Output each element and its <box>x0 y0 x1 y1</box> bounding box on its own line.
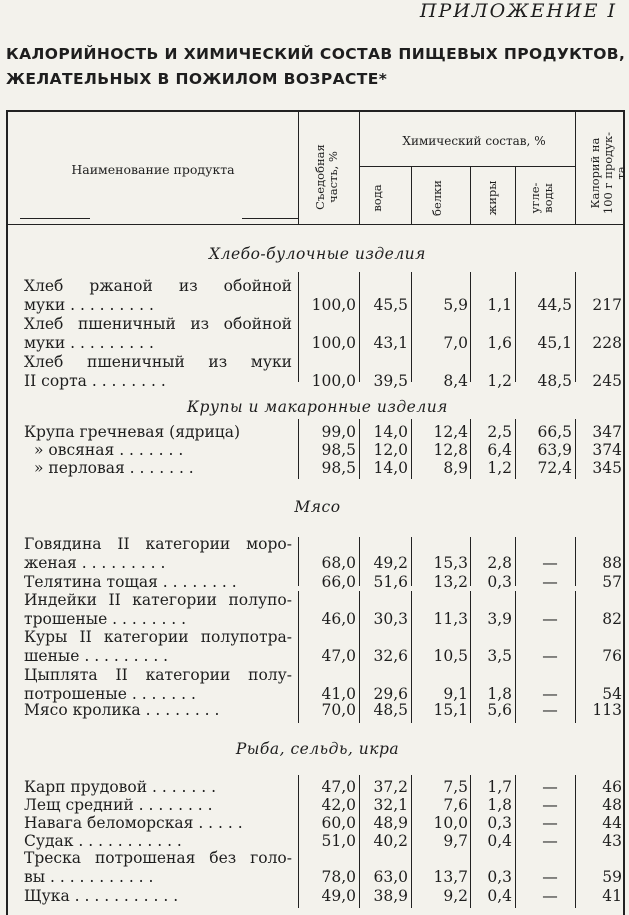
value-cell: 347 <box>592 423 622 441</box>
table-row <box>8 666 627 685</box>
value-cell: 1,8 <box>487 685 512 703</box>
product-name: Хлеб пшеничный из обойной <box>24 315 292 333</box>
table-row <box>8 887 627 906</box>
value-cell: 0,3 <box>487 868 512 886</box>
value-cell: 8,4 <box>443 372 468 390</box>
product-name: потрошеные . . . . . . . <box>24 685 196 703</box>
value-cell: 41 <box>602 887 622 905</box>
value-cell: 10,5 <box>433 647 468 665</box>
value-cell: 100,0 <box>311 296 356 314</box>
value-cell: 13,7 <box>433 868 468 886</box>
value-cell: — <box>542 647 558 665</box>
table-row <box>8 796 627 815</box>
column-header-calories-line3: та <box>614 166 628 180</box>
product-name: женая . . . . . . . . . <box>24 554 166 572</box>
column-header-water: вода <box>370 184 384 212</box>
value-cell: 38,9 <box>373 887 408 905</box>
product-name: Хлеб пшеничный из муки <box>24 353 292 371</box>
value-cell: 217 <box>592 296 622 314</box>
table-row <box>8 647 627 666</box>
table-row <box>8 441 627 460</box>
column-header-protein: белки <box>430 180 444 216</box>
value-cell: 39,5 <box>373 372 408 390</box>
column-header-edible <box>314 127 344 227</box>
value-cell: — <box>542 610 558 628</box>
value-cell: 2,5 <box>487 423 512 441</box>
value-cell: 78,0 <box>321 868 356 886</box>
value-cell: 0,4 <box>487 887 512 905</box>
value-cell: 66,0 <box>321 573 356 591</box>
value-cell: 51,6 <box>373 573 408 591</box>
value-cell: 7,0 <box>443 334 468 352</box>
value-cell: 7,6 <box>443 796 468 814</box>
product-name: муки . . . . . . . . . <box>24 296 154 314</box>
value-cell: 1,2 <box>487 372 512 390</box>
col-line-edible <box>298 112 299 225</box>
value-cell: 48,5 <box>537 372 572 390</box>
table-row <box>8 554 627 573</box>
value-cell: 0,3 <box>487 573 512 591</box>
header-rule-left <box>20 218 90 219</box>
title-line-1: КАЛОРИЙНОСТЬ И ХИМИЧЕСКИЙ СОСТАВ ПИЩЕВЫХ ПРОДУКТОВ, <box>6 45 626 63</box>
nutrition-table <box>6 110 628 915</box>
table-row <box>8 423 627 442</box>
value-cell: 12,4 <box>433 423 468 441</box>
header-divider-bottom <box>8 224 623 225</box>
value-cell: 47,0 <box>321 647 356 665</box>
column-header-carbs-line1: угле- <box>528 182 542 214</box>
value-cell: 2,8 <box>487 554 512 572</box>
value-cell: 54 <box>602 685 622 703</box>
value-cell: 41,0 <box>321 685 356 703</box>
value-cell: 14,0 <box>373 423 408 441</box>
value-cell: 5,9 <box>443 296 468 314</box>
value-cell: — <box>542 573 558 591</box>
product-name: Куры II категории полупотра- <box>24 628 292 646</box>
product-name: Цыплята II категории полу- <box>24 666 292 684</box>
value-cell: 63,9 <box>537 441 572 459</box>
value-cell: 228 <box>592 334 622 352</box>
value-cell: 48,5 <box>373 701 408 719</box>
value-cell: 76 <box>602 647 622 665</box>
value-cell: 40,2 <box>373 832 408 850</box>
product-name: Навага беломорская . . . . . <box>24 814 243 832</box>
table-row <box>8 334 627 353</box>
value-cell: 37,2 <box>373 778 408 796</box>
value-cell: 43 <box>602 832 622 850</box>
value-cell: 3,9 <box>487 610 512 628</box>
column-header-edible-line2: часть, % <box>326 151 340 203</box>
value-cell: 46 <box>602 778 622 796</box>
value-cell: 13,2 <box>433 573 468 591</box>
value-cell: — <box>542 554 558 572</box>
product-name: Треска потрошеная без голо- <box>24 849 292 867</box>
value-cell: — <box>542 887 558 905</box>
col-line-calories <box>575 112 576 225</box>
value-cell: 30,3 <box>373 610 408 628</box>
table-row <box>8 591 627 610</box>
table-row <box>8 573 627 592</box>
value-cell: 44,5 <box>537 296 572 314</box>
table-row <box>8 628 627 647</box>
value-cell: — <box>542 701 558 719</box>
value-cell: 6,4 <box>487 441 512 459</box>
section-title: Хлебо-булочные изделия <box>209 245 426 263</box>
value-cell: 7,5 <box>443 778 468 796</box>
column-header-chemical: Химический состав, % <box>402 134 546 148</box>
value-cell: 29,6 <box>373 685 408 703</box>
value-cell: 1,2 <box>487 459 512 477</box>
value-cell: 60,0 <box>321 814 356 832</box>
value-cell: 98,5 <box>321 441 356 459</box>
value-cell: 51,0 <box>321 832 356 850</box>
value-cell: 0,3 <box>487 814 512 832</box>
product-name: муки . . . . . . . . . <box>24 334 154 352</box>
product-name: Судак . . . . . . . . . . . <box>24 832 182 850</box>
value-cell: 1,1 <box>487 296 512 314</box>
value-cell: 68,0 <box>321 554 356 572</box>
value-cell: — <box>542 778 558 796</box>
product-name: Мясо кролика . . . . . . . . <box>24 701 220 719</box>
product-name: шеные . . . . . . . . . <box>24 647 169 665</box>
value-cell: 88 <box>602 554 622 572</box>
table-row <box>8 814 627 833</box>
value-cell: 46,0 <box>321 610 356 628</box>
product-name: Хлеб ржаной из обойной <box>24 277 292 295</box>
table-row <box>8 372 627 391</box>
value-cell: — <box>542 814 558 832</box>
table-row <box>8 701 627 720</box>
value-cell: 100,0 <box>311 372 356 390</box>
column-header-carbs-line2: воды <box>541 183 555 213</box>
table-row <box>8 277 627 296</box>
value-cell: 66,5 <box>537 423 572 441</box>
table-row <box>8 353 627 372</box>
table-row <box>8 778 627 797</box>
value-cell: 32,1 <box>373 796 408 814</box>
value-cell: 8,9 <box>443 459 468 477</box>
value-cell: 47,0 <box>321 778 356 796</box>
value-cell: 14,0 <box>373 459 408 477</box>
value-cell: 9,7 <box>443 832 468 850</box>
value-cell: 45,5 <box>373 296 408 314</box>
value-cell: 1,7 <box>487 778 512 796</box>
product-name: Крупа гречневая (ядрица) <box>24 423 241 441</box>
value-cell: — <box>542 685 558 703</box>
value-cell: — <box>542 832 558 850</box>
section-title: Рыба, сельдь, икра <box>235 740 400 758</box>
product-name: вы . . . . . . . . . . . <box>24 868 154 886</box>
value-cell: 59 <box>602 868 622 886</box>
value-cell: 0,4 <box>487 832 512 850</box>
product-name: Карп прудовой . . . . . . . <box>24 778 217 796</box>
col-line-fat <box>470 166 471 225</box>
value-cell: 57 <box>602 573 622 591</box>
product-name: II сорта . . . . . . . . <box>24 372 166 390</box>
column-header-edible-line1: Съедобная <box>313 144 327 210</box>
value-cell: 11,3 <box>433 610 468 628</box>
value-cell: 1,8 <box>487 796 512 814</box>
product-name: Индейки II категории полупо- <box>24 591 292 609</box>
value-cell: 49,0 <box>321 887 356 905</box>
title-line-2: ЖЕЛАТЕЛЬНЫХ В ПОЖИЛОМ ВОЗРАСТЕ* <box>6 70 388 88</box>
value-cell: 49,2 <box>373 554 408 572</box>
value-cell: 63,0 <box>373 868 408 886</box>
table-row <box>8 296 627 315</box>
header-rule-right <box>242 218 298 219</box>
value-cell: 3,5 <box>487 647 512 665</box>
col-line-water <box>359 112 360 225</box>
value-cell: 42,0 <box>321 796 356 814</box>
value-cell: 100,0 <box>311 334 356 352</box>
appendix-label: ПРИЛОЖЕНИЕ I <box>419 0 617 22</box>
value-cell: 113 <box>592 701 622 719</box>
value-cell: 70,0 <box>321 701 356 719</box>
value-cell: 374 <box>592 441 622 459</box>
col-line-protein <box>411 166 412 225</box>
product-name: Телятина тощая . . . . . . . . <box>24 573 237 591</box>
table-header <box>8 112 627 217</box>
value-cell: 9,2 <box>443 887 468 905</box>
table-row <box>8 610 627 629</box>
value-cell: — <box>542 796 558 814</box>
value-cell: 15,1 <box>433 701 468 719</box>
section-title: Крупы и макаронные изделия <box>187 398 448 416</box>
value-cell: 99,0 <box>321 423 356 441</box>
product-name: Щука . . . . . . . . . . . <box>24 887 179 905</box>
product-name: трошеные . . . . . . . . <box>24 610 187 628</box>
value-cell: 45,1 <box>537 334 572 352</box>
page-title <box>6 42 626 92</box>
value-cell: 12,0 <box>373 441 408 459</box>
table-row <box>8 849 627 868</box>
column-header-fat: жиры <box>485 180 499 216</box>
column-header-calories <box>589 123 629 223</box>
product-name: » перловая . . . . . . . <box>34 459 194 477</box>
table-row <box>8 315 627 334</box>
value-cell: 43,1 <box>373 334 408 352</box>
value-cell: 15,3 <box>433 554 468 572</box>
header-divider-chem <box>359 166 575 167</box>
value-cell: 12,8 <box>433 441 468 459</box>
value-cell: 345 <box>592 459 622 477</box>
product-name: » овсяная . . . . . . . <box>34 441 184 459</box>
column-header-calories-line1: Калорий на <box>588 137 602 209</box>
value-cell: 98,5 <box>321 459 356 477</box>
col-line-carbs <box>515 166 516 225</box>
value-cell: 9,1 <box>443 685 468 703</box>
table-row <box>8 535 627 554</box>
value-cell: 44 <box>602 814 622 832</box>
value-cell: 32,6 <box>373 647 408 665</box>
value-cell: 48,9 <box>373 814 408 832</box>
value-cell: 10,0 <box>433 814 468 832</box>
section-title: Мясо <box>294 498 341 516</box>
value-cell: 82 <box>602 610 622 628</box>
table-row <box>8 459 627 478</box>
table-row <box>8 868 627 887</box>
value-cell: 5,6 <box>487 701 512 719</box>
value-cell: 245 <box>592 372 622 390</box>
column-header-name: Наименование продукта <box>71 162 235 177</box>
value-cell: 72,4 <box>537 459 572 477</box>
product-name: Лещ средний . . . . . . . . <box>24 796 213 814</box>
product-name: Говядина II категории моро- <box>24 535 292 553</box>
column-header-calories-line2: 100 г продук- <box>601 131 615 215</box>
value-cell: 1,6 <box>487 334 512 352</box>
value-cell: 48 <box>602 796 622 814</box>
value-cell: — <box>542 868 558 886</box>
column-header-carbs <box>529 168 559 228</box>
